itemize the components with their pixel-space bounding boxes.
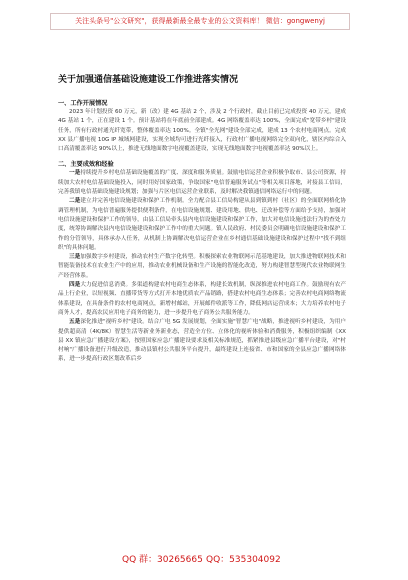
section-heading-work-status: 一、工作开展情况 [58, 100, 108, 107]
paragraph-text: 加强数字乡村建设，推动农村生产数字化转型。积极探索农业物联网示范基地建设，加大推进物联网技术和智能装备技术在农业生产中的应用，推动农业机械设备和生产设施的智能化改造，努力构建智慧型现代农业物联网生产经营体系。 [58, 254, 346, 279]
paragraph-result-4 [50, 281, 350, 318]
paragraph-lead: 二是 [69, 198, 81, 205]
promo-banner: 关注头条号"公文研究"，获得最新最全最专业的公文资料库！ 微信：gongwenyj [50, 13, 350, 30]
paragraph-lead: 三是 [69, 254, 81, 261]
paragraph-work-status: 2023 年计划投资 60 万元，新（改）建 4G 基站 2 个，涉及 2 个行政村，截止目前已完成投资 40 万元，建成 4G 基站 1 个，正在建设 1 个。预计基站将在年底前全部建成。4G 网络覆盖率达 100%，全面完成"宽带乡村"建设任务，所有行政村通光纤宽带，整体覆盖率达 100%。全镇"全光网"建设全部完成，建成 13 个农村电商网点。完成 XX 县广播电视 10G IP 城域网建设，实现全域均可进行光纤接入，行政村广播电视网络完全双向化，辖区内综合入口高清覆盖率达 90%以上，推进无线地面数字电视覆盖建设，实现无线地面数字电视覆盖率达 90%以上。 [58, 109, 346, 153]
contact-footer [0, 551, 408, 569]
paragraph-text: 持续提升乡村电信基础设施覆盖的广度、深度和服务质量。鼓励电信运营企业积极争取市、县公司资源，持续加大农村电信基础设施投入，同时用好国家政策，争取国家"电信普遍服务试点"等相关项目落地，对接县工信局，完善我镇电信基础设施建设规划；加强与片区电信运营企业联系，及时解决我镇通信网络运行中的问题。 [58, 170, 346, 196]
paragraph-lead: 四是 [69, 282, 81, 289]
paragraph-result-5 [50, 318, 350, 364]
document-title: 关于加强通信基础设施建设工作推进落实情况 [58, 75, 239, 85]
paragraph-text: 建立并完善电信设施建设和保护工作机制。全力配合县工信局构建从县到镇到村（社区）的全面联网格化协调管理机制，为电信普遍服务提供便利条件，在电信设施规划、建设用地、供电、迁改补偿等方面给予支持，加强对电信设施建设和保护工作的领导，由县工信局牵头县内电信设施建设和保护工作，加大对电信设施违法行为的查处力度，统筹协调解决县内电信设施建设和保护工作中的重大问题。镇人民政府、村民委员会明确电信设施建设和保护工作的分管领导，具体承办人任务，从机制上协调解决电信运营企业在乡村通信基础设施建设和保护过程中"找不到组织"的具体问题。 [58, 198, 346, 251]
paragraph-result-3 [50, 253, 350, 281]
paragraph-lead: 五是 [69, 319, 81, 326]
qq-number: QQ：535304092 [206, 555, 281, 565]
paragraph-result-2 [50, 197, 350, 253]
paragraph-text: 大力促进信息消费。多渠道构建农村电商生态体系，构建长效机制，纵深推进农村电商工作。鼓励现有农产品上行企业，以短视频、直播带货等方式打开本地优质农产品销路，搭建农村电商生态体系；完善农村电商网络物流体系建设，在具备条件的农村电商网点，新增村邮站，开展邮件收派等工作，降低网店运营成本；大力培养农村电子商务人才，提高农民应用电子商务的能力，进一步提升电子商务公共服务能力。 [58, 282, 346, 316]
document-page [50, 34, 350, 546]
paragraph-text: 深化推进"视听乡村"建设。结合广电 5G 发展规划，全面实施"智慧广电"战略，推进视听乡村建设，为用户提供超高清（4K/8K）智慧生活等新业务新业态，营造全方位、立体化的视听体验和消费服务，积极组织编制《XX 县 XX 镇应急广播建设方案》，按照国家应急广播建设要求及相关标准规范，抓紧推进县级应急广播平台建设，对"村村响"广播设备进行升级改造，推动县镇村公共服务平台提升，最终建设上连接省、市和国家的全县应急广播网络体系，进一步提高行政区划改革后乡 [58, 319, 346, 363]
paragraph-result-1 [50, 169, 350, 197]
section-heading-results: 二、主要成效和经验 [58, 161, 114, 169]
paragraph-lead: 一是 [69, 170, 81, 177]
qq-group-number: QQ 群：30265665 [122, 555, 203, 565]
